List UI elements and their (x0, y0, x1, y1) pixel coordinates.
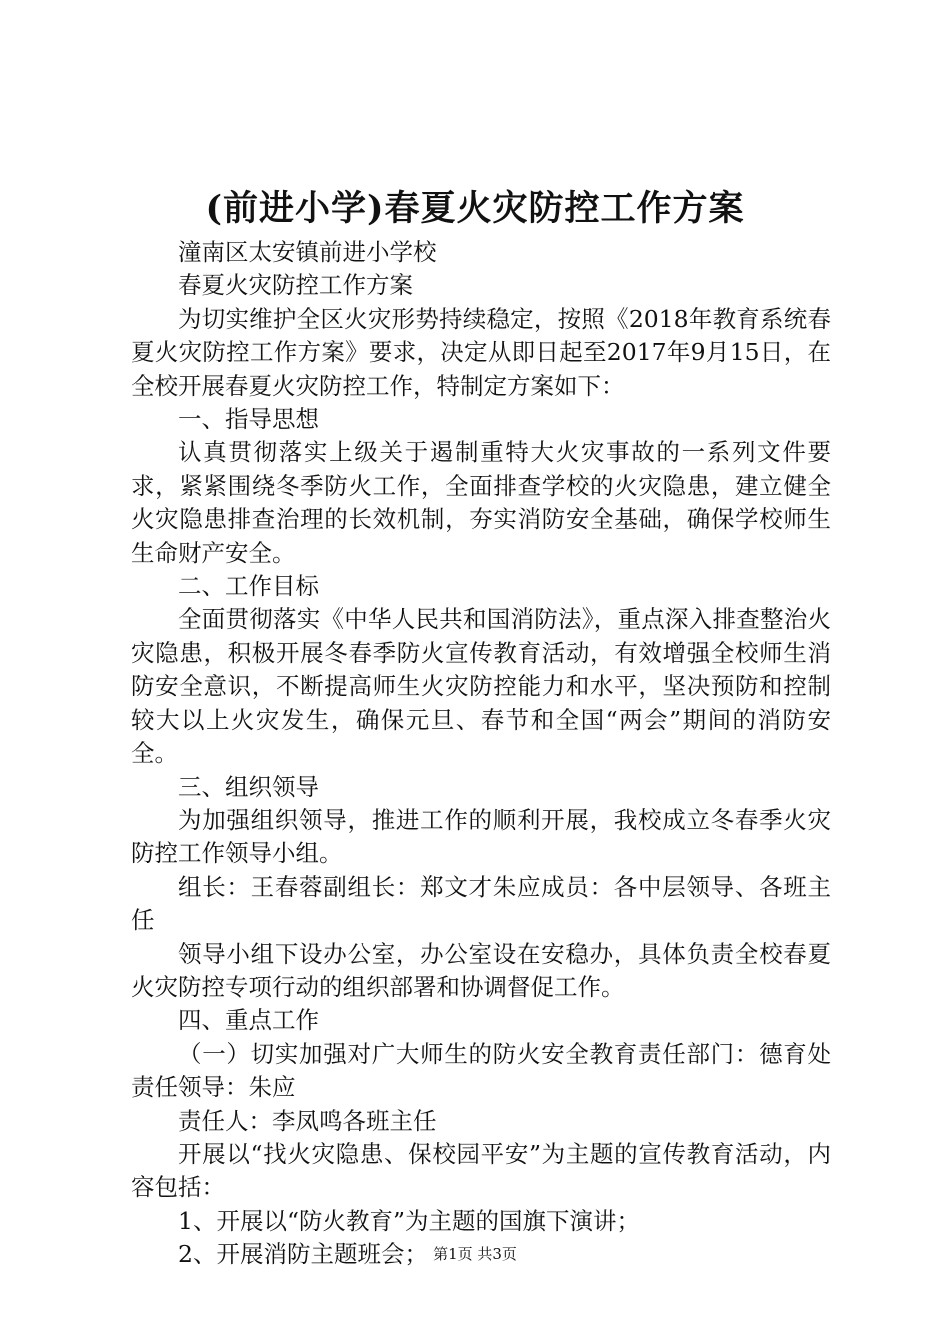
document-title: (前进小学)春夏火灾防控工作方案 (205, 188, 745, 229)
paragraph-leaders: 组长：王春蓉副组长：郑文才朱应成员：各中层领导、各班主任 (131, 872, 831, 935)
paragraph-key-work-1: （一）切实加强对广大师生的防火安全教育责任部门：德育处责任领导：朱应 (131, 1039, 831, 1102)
paragraph-school-name: 潼南区太安镇前进小学校 (178, 238, 437, 266)
page-footer: 第1页 共3页 (433, 1245, 517, 1263)
heading-guiding-ideology: 一、指导思想 (178, 405, 319, 434)
paragraph-activity: 开展以“找火灾隐患、保校园平安”为主题的宣传教育活动，内容包括： (131, 1139, 831, 1202)
document-body (131, 236, 831, 1272)
list-item-2: 2、开展消防主题班会； (178, 1240, 428, 1269)
paragraph-work-goals: 全面贯彻落实《中华人民共和国消防法》，重点深入排查整治火灾隐患，积极开展冬春季防火宣传教育活动，有效增强全校师生消防安全意识，不断提高师生火灾防控能力和水平，坚决预防和控制较大以上火灾发生，确保元旦、春节和全国“两会”期间的消防安全。 (131, 605, 831, 768)
paragraph-intro: 为切实维护全区火灾形势持续稳定，按照《2018年教育系统春夏火灾防控工作方案》要求，决定从即日起至2017年9月15日，在全校开展春夏火灾防控工作，特制定方案如下： (131, 304, 831, 400)
paragraph-plan-name: 春夏火灾防控工作方案 (178, 271, 413, 300)
heading-organization: 三、组织领导 (178, 772, 319, 801)
list-item-1: 1、开展以“防火教育”为主题的国旗下演讲； (178, 1206, 640, 1235)
paragraph-organization: 为加强组织领导，推进工作的顺利开展，我校成立冬春季火灾防控工作领导小组。 (131, 805, 831, 868)
paragraph-guiding-ideology: 认真贯彻落实上级关于遏制重特大火灾事故的一系列文件要求，紧紧围绕冬季防火工作，全面排查学校的火灾隐患，建立健全火灾隐患排查治理的长效机制，夯实消防安全基础，确保学校师生生命财产安全。 (131, 438, 831, 567)
paragraph-responsible: 责任人：李凤鸣各班主任 (178, 1106, 437, 1135)
heading-work-goals: 二、工作目标 (178, 572, 319, 601)
paragraph-office: 领导小组下设办公室，办公室设在安稳办，具体负责全校春夏火灾防控专项行动的组织部署和协调督促工作。 (131, 939, 831, 1001)
heading-key-work: 四、重点工作 (178, 1006, 319, 1035)
